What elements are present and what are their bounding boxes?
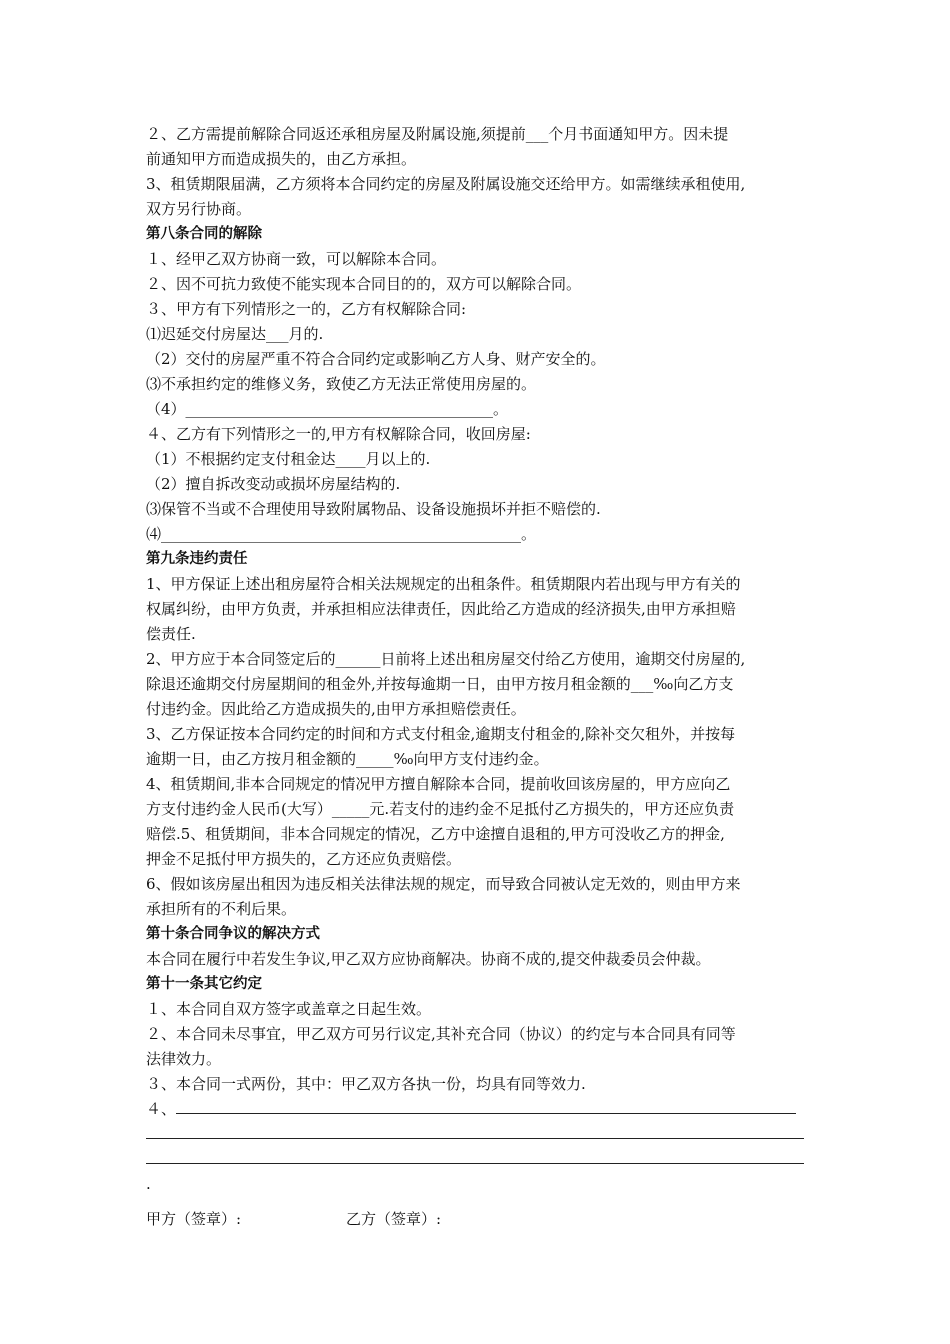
blank-line-0 bbox=[176, 1113, 796, 1114]
clause-line: 逾期一日，由乙方按月租金额的_____‰向甲方支付违约金。 bbox=[146, 750, 549, 768]
clause-line: ⑶保管不当或不合理使用导致附属物品、设备设施损坏并拒不赔偿的. bbox=[146, 500, 601, 518]
clause-line: 6、假如该房屋出租因为违反相关法律法规的规定，而导致合同被认定无效的，则由甲方来 bbox=[146, 875, 741, 893]
blank-line-2 bbox=[146, 1147, 814, 1172]
party-b-signature-label: 乙方（签章）: bbox=[346, 1210, 442, 1228]
clause-line: ４、 bbox=[146, 1097, 814, 1122]
clause-line: 双方另行协商。 bbox=[146, 200, 252, 218]
clause-line: １、本合同自双方签字或盖章之日起生效。 bbox=[146, 1000, 432, 1018]
clause-line: 付违约金。因此给乙方造成损失的,由甲方承担赔偿责任。 bbox=[146, 700, 526, 718]
clause-line: １、经甲乙双方协商一致，可以解除本合同。 bbox=[146, 250, 447, 268]
clause-line: 4、租赁期间,非本合同规定的情况甲方擅自解除本合同，提前收回该房屋的，甲方应向乙 bbox=[146, 775, 731, 793]
section-heading: 第十条合同争议的解决方式 bbox=[146, 926, 320, 942]
clause-line: 前通知甲方而造成损失的，由乙方承担。 bbox=[146, 150, 417, 168]
clause-line: （2）擅自拆改变动或损坏房屋结构的. bbox=[146, 475, 401, 493]
signature-row bbox=[146, 1207, 814, 1232]
clause-line: ３、甲方有下列情形之一的，乙方有权解除合同: bbox=[146, 300, 467, 318]
clause-line: ⑶不承担约定的维修义务，致使乙方无法正常使用房屋的。 bbox=[146, 375, 537, 393]
section-heading: 第九条违约责任 bbox=[146, 551, 248, 567]
party-a-signature-label: 甲方（签章）: bbox=[146, 1210, 242, 1228]
clause-line: 权属纠纷，由甲方负责，并承担相应法律责任，因此给乙方造成的经济损失,由甲方承担赔 bbox=[146, 600, 736, 618]
clause-line: ２、乙方需提前解除合同返还承租房屋及附属设施,须提前___个月书面通知甲方。因未提 bbox=[146, 125, 729, 143]
clause-line: （4）_________________________________________。 bbox=[146, 400, 509, 418]
clause-line: ２、因不可抗力致使不能实现本合同目的的，双方可以解除合同。 bbox=[146, 275, 582, 293]
clause-line: ３、本合同一式两份，其中：甲乙双方各执一份，均具有同等效力. bbox=[146, 1075, 586, 1093]
clause-line: ４、乙方有下列情形之一的,甲方有权解除合同，收回房屋: bbox=[146, 425, 531, 443]
clause-line: 3、乙方保证按本合同约定的时间和方式支付租金,逾期支付租金的,除补交欠租外，并按每 bbox=[146, 725, 736, 743]
blank-line-1 bbox=[146, 1122, 814, 1147]
clause-line: 3、租赁期限届满，乙方须将本合同约定的房屋及附属设施交还给甲方。如需继续承租使用, bbox=[146, 175, 746, 193]
end-mark: . bbox=[146, 1175, 151, 1193]
section-heading: 第十一条其它约定 bbox=[146, 976, 262, 992]
clause-line: 除退还逾期交付房屋期间的租金外,并按每逾期一日，由甲方按月租金额的___‰向乙方支 bbox=[146, 675, 734, 693]
clause-line: 偿责任. bbox=[146, 625, 196, 643]
clause-line: ２、本合同未尽事宜，甲乙双方可另行议定,其补充合同（协议）的约定与本合同具有同等 bbox=[146, 1025, 736, 1043]
clause-line: （1）不根据约定支付租金达____月以上的. bbox=[146, 450, 431, 468]
contract-body bbox=[146, 122, 814, 1232]
clause-line: 押金不足抵付甲方损失的，乙方还应负责赔偿。 bbox=[146, 850, 462, 868]
section-heading: 第八条合同的解除 bbox=[146, 226, 262, 242]
clause-line: 本合同在履行中若发生争议,甲乙双方应协商解决。协商不成的,提交仲裁委员会仲裁。 bbox=[146, 950, 711, 968]
clause-line: 方支付违约金人民币(大写）_____元.若支付的违约金不足抵付乙方损失的，甲方还应负责 bbox=[146, 800, 735, 818]
clause-line: ⑴迟延交付房屋达___月的. bbox=[146, 325, 324, 343]
clause-line: 承担所有的不利后果。 bbox=[146, 900, 297, 918]
clause-line: 1、甲方保证上述出租房屋符合相关法规规定的出租条件。租赁期限内若出现与甲方有关的 bbox=[146, 575, 741, 593]
clause-line: 2、甲方应于本合同签定后的______日前将上述出租房屋交付给乙方使用，逾期交付房屋的, bbox=[146, 650, 746, 668]
contract-lines bbox=[146, 122, 814, 1122]
clause-line: 赔偿.5、租赁期间，非本合同规定的情况，乙方中途擅自退租的,甲方可没收乙方的押金, bbox=[146, 825, 725, 843]
clause-line: （2）交付的房屋严重不符合合同约定或影响乙方人身、财产安全的。 bbox=[146, 350, 606, 368]
clause-line: ⑷________________________________________________。 bbox=[146, 525, 537, 543]
clause-line: 法律效力。 bbox=[146, 1050, 222, 1068]
